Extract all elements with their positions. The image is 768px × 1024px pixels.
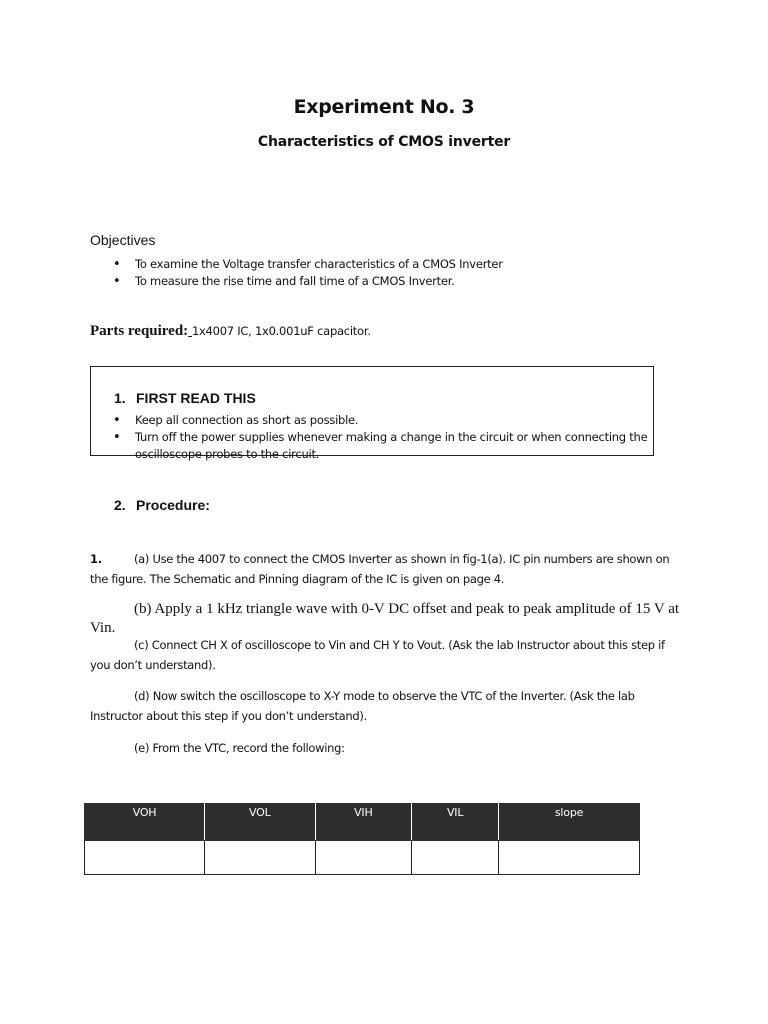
step-number: 1.	[90, 552, 102, 566]
table-cell-vil[interactable]	[412, 841, 499, 875]
objectives-list	[90, 256, 690, 290]
list-item: • Turn off the power supplies whenever making a change in the circuit or when connecting the oscilloscope probes to the circuit.	[90, 429, 690, 463]
procedure-heading	[114, 497, 210, 513]
list-item: • To measure the rise time and fall time of a CMOS Inverter.	[90, 273, 690, 290]
page-subtitle: Characteristics of CMOS inverter	[257, 134, 511, 150]
first-read-list	[90, 412, 690, 463]
parts-required	[90, 323, 371, 340]
procedure-step-d	[90, 686, 682, 726]
page-title: Experiment No. 3	[293, 96, 475, 118]
step-c-text: (c) Connect CH X of oscilloscope to Vin and CH Y to Vout. (Ask the lab Instructor about this step if you don’t understand).	[90, 638, 665, 672]
column-header-vol: VOL	[205, 804, 315, 841]
section-title: FIRST READ THIS	[136, 390, 256, 406]
table-row	[85, 841, 640, 875]
procedure-step-b	[90, 600, 682, 638]
procedure-step-c	[90, 635, 682, 675]
table-cell-voh[interactable]	[85, 841, 205, 875]
first-read-heading	[114, 390, 256, 406]
parts-value: 1x4007 IC, 1x0.001uF capacitor.	[191, 324, 371, 338]
table-cell-slope[interactable]	[499, 841, 640, 875]
step-d-text: (d) Now switch the oscilloscope to X-Y mode to observe the VTC of the Inverter. (Ask the lab Instructor about this step if you don’t understand).	[90, 689, 635, 723]
column-header-vil: VIL	[412, 804, 499, 841]
table-cell-vol[interactable]	[205, 841, 315, 875]
procedure-step-a	[90, 549, 682, 589]
parts-label: Parts required:	[90, 323, 189, 339]
column-header-voh: VOH	[85, 804, 205, 841]
procedure-step-e	[90, 738, 682, 758]
table-cell-vih[interactable]	[315, 841, 412, 875]
section-number: 1.	[114, 390, 126, 406]
list-item: • Keep all connection as short as possible.	[90, 412, 690, 429]
table-header-row	[85, 804, 640, 841]
step-e-text: (e) From the VTC, record the following:	[134, 741, 345, 755]
objectives-heading: Objectives	[90, 232, 156, 248]
vtc-table	[84, 803, 640, 875]
step-a-text: (a) Use the 4007 to connect the CMOS Inverter as shown in fig-1(a). IC pin numbers are shown on the figure. The Schematic and Pinning diagram of the IC is given on page 4.	[90, 552, 670, 586]
section-title: Procedure:	[136, 497, 210, 513]
section-number: 2.	[114, 497, 126, 513]
list-item: • To examine the Voltage transfer characteristics of a CMOS Inverter	[90, 256, 690, 273]
column-header-slope: slope	[499, 804, 640, 841]
column-header-vih: VIH	[315, 804, 412, 841]
step-b-text: (b) Apply a 1 kHz triangle wave with 0-V DC offset and peak to peak amplitude of 15 V at Vin.	[90, 601, 680, 636]
